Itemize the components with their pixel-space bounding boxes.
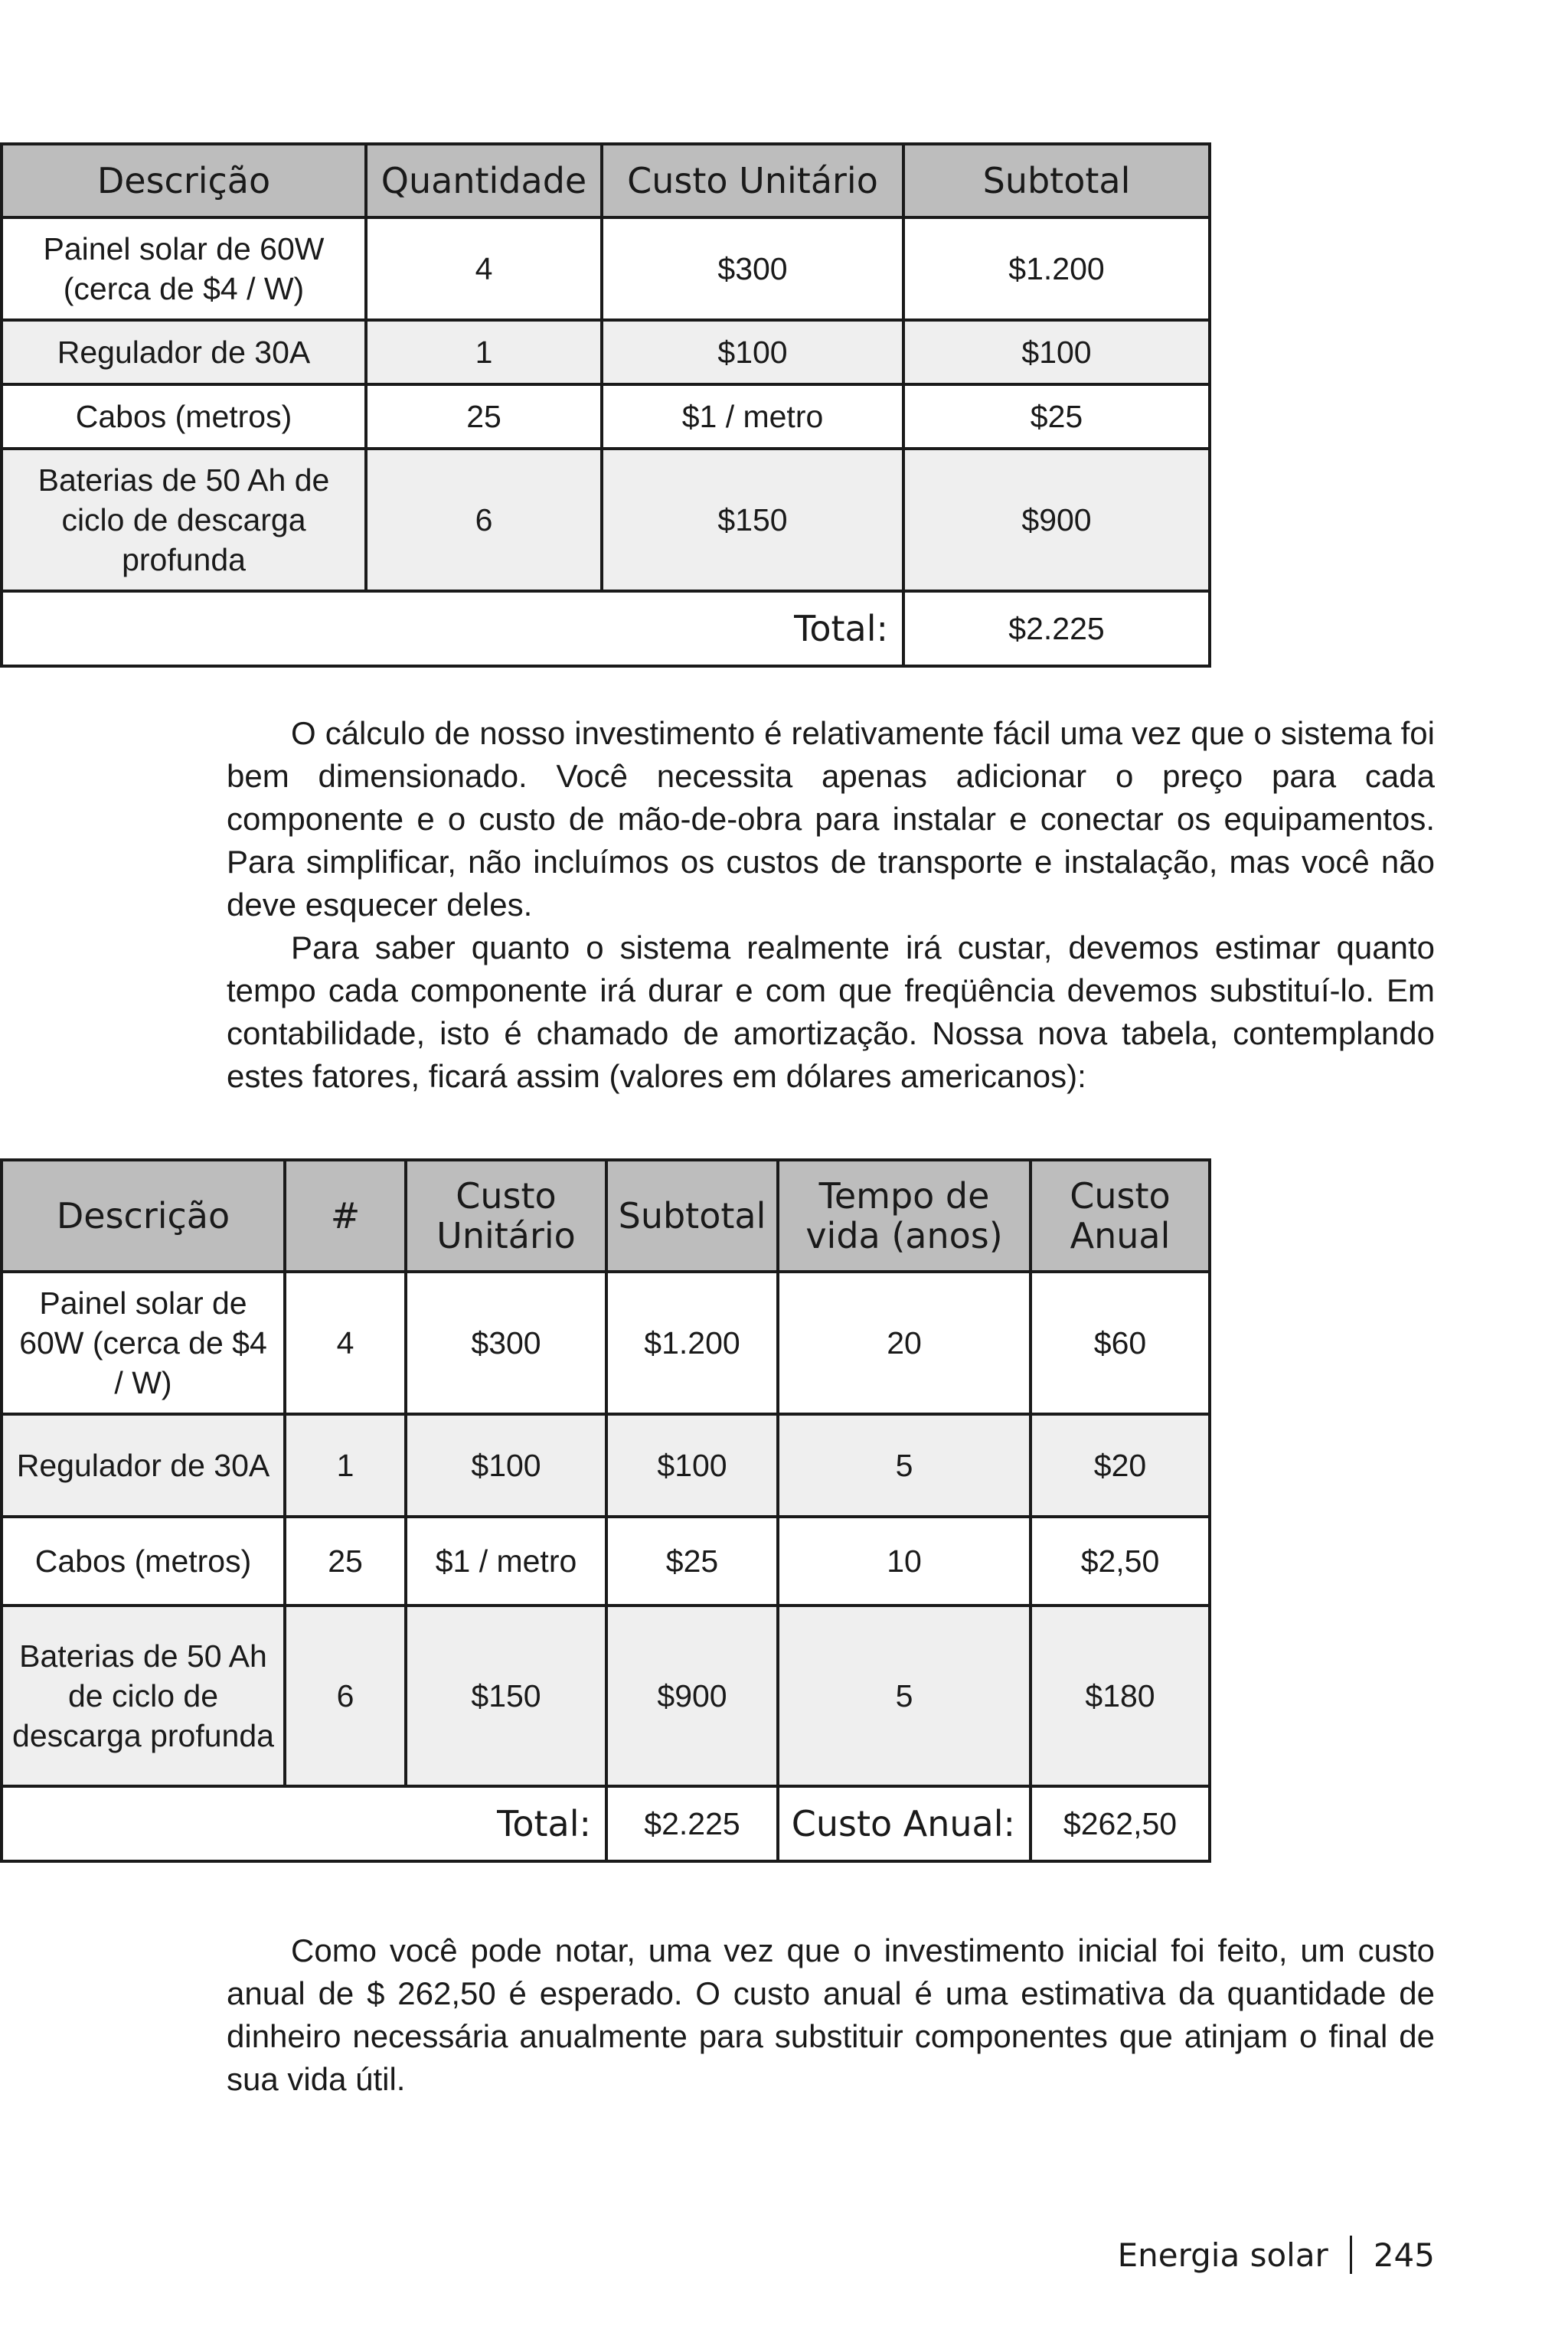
table-row [2,217,1210,320]
cell-quantity: 6 [285,1606,406,1786]
header-descricao: Descrição [2,144,366,217]
header-tempo-de-vida: Tempo de vida (anos) [778,1160,1031,1272]
header-custo-unitario: Custo Unitário [406,1160,606,1272]
total-label: Total: [2,1786,606,1861]
cell-quantity: 25 [366,384,602,449]
table-row [2,384,1210,449]
cell-subtotal: $900 [606,1606,778,1786]
annual-cost-value: $262,50 [1031,1786,1210,1861]
cell-annual-cost: $60 [1031,1272,1210,1414]
body-text-closing [227,1929,1435,2101]
header-subtotal: Subtotal [606,1160,778,1272]
total-value: $2.225 [903,591,1210,666]
header-custo-unitario: Custo Unitário [602,144,903,217]
table-header-row [2,1160,1210,1272]
cell-description: Regulador de 30A [2,320,366,384]
cell-description: Regulador de 30A [2,1414,285,1517]
cell-description: Cabos (metros) [2,384,366,449]
cell-quantity: 4 [285,1272,406,1414]
cell-subtotal: $100 [606,1414,778,1517]
total-value: $2.225 [606,1786,778,1861]
table-row [2,320,1210,384]
cell-unit-cost: $150 [406,1606,606,1786]
cell-unit-cost: $100 [602,320,903,384]
cell-quantity: 4 [366,217,602,320]
table-row [2,1606,1210,1786]
amortization-table [0,1158,1211,1863]
paragraph: O cálculo de nosso investimento é relativamente fácil uma vez que o sistema foi bem dimensionado. Você necessita apenas adicionar o preço para cada componente e o custo de mão-de-obra para instalar e conectar os equipamentos. Para simplificar, não incluímos os custos de transporte e instalação, mas você não deve esquecer deles. [227,715,1435,923]
cell-subtotal: $100 [903,320,1210,384]
annual-cost-label: Custo Anual: [778,1786,1031,1861]
paragraph: Como você pode notar, uma vez que o investimento inicial foi feito, um custo anual de $ 262,50 é esperado. O custo anual é uma estimativa da quantidade de dinheiro necessária anualmente para substituir componentes que atinjam o final de sua vida útil. [227,1932,1435,2097]
cell-description: Cabos (metros) [2,1517,285,1606]
cell-subtotal: $1.200 [903,217,1210,320]
header-custo-anual: Custo Anual [1031,1160,1210,1272]
header-subtotal: Subtotal [903,144,1210,217]
cost-table [0,142,1211,668]
section-title: Energia solar [1117,2236,1328,2274]
page-footer [1118,2236,1435,2274]
cell-unit-cost: $100 [406,1414,606,1517]
cell-quantity: 1 [285,1414,406,1517]
cell-subtotal: $25 [903,384,1210,449]
cell-subtotal: $25 [606,1517,778,1606]
table-row [2,1414,1210,1517]
header-quantity: # [285,1160,406,1272]
cell-unit-cost: $300 [602,217,903,320]
table-row [2,1272,1210,1414]
cell-annual-cost: $2,50 [1031,1517,1210,1606]
cell-lifetime: 5 [778,1606,1031,1786]
cell-annual-cost: $180 [1031,1606,1210,1786]
cell-quantity: 6 [366,449,602,591]
cell-subtotal: $1.200 [606,1272,778,1414]
table-total-row [2,591,1210,666]
body-text [227,712,1435,1098]
table-row [2,1517,1210,1606]
cell-unit-cost: $150 [602,449,903,591]
cell-lifetime: 5 [778,1414,1031,1517]
cell-unit-cost: $300 [406,1272,606,1414]
page-number: 245 [1373,2236,1435,2274]
cell-lifetime: 10 [778,1517,1031,1606]
total-label: Total: [2,591,903,666]
table-header-row [2,144,1210,217]
cell-description: Painel solar de 60W (cerca de $4 / W) [2,217,366,320]
cell-description: Painel solar de 60W (cerca de $4 / W) [2,1272,285,1414]
cell-unit-cost: $1 / metro [602,384,903,449]
cell-annual-cost: $20 [1031,1414,1210,1517]
cell-unit-cost: $1 / metro [406,1517,606,1606]
footer-divider [1350,2236,1352,2274]
cell-subtotal: $900 [903,449,1210,591]
table-total-row [2,1786,1210,1861]
header-descricao: Descrição [2,1160,285,1272]
cell-quantity: 1 [366,320,602,384]
header-quantidade: Quantidade [366,144,602,217]
cell-description: Baterias de 50 Ah de ciclo de descarga profunda [2,1606,285,1786]
cell-description: Baterias de 50 Ah de ciclo de descarga profunda [2,449,366,591]
cell-quantity: 25 [285,1517,406,1606]
paragraph: Para saber quanto o sistema realmente irá custar, devemos estimar quanto tempo cada componente irá durar e com que freqüência devemos substituí-lo. Em contabilidade, isto é chamado de amortização. Nossa nova tabela, contemplando estes fatores, ficará assim (valores em dólares americanos): [227,929,1435,1094]
table-row [2,449,1210,591]
cell-lifetime: 20 [778,1272,1031,1414]
